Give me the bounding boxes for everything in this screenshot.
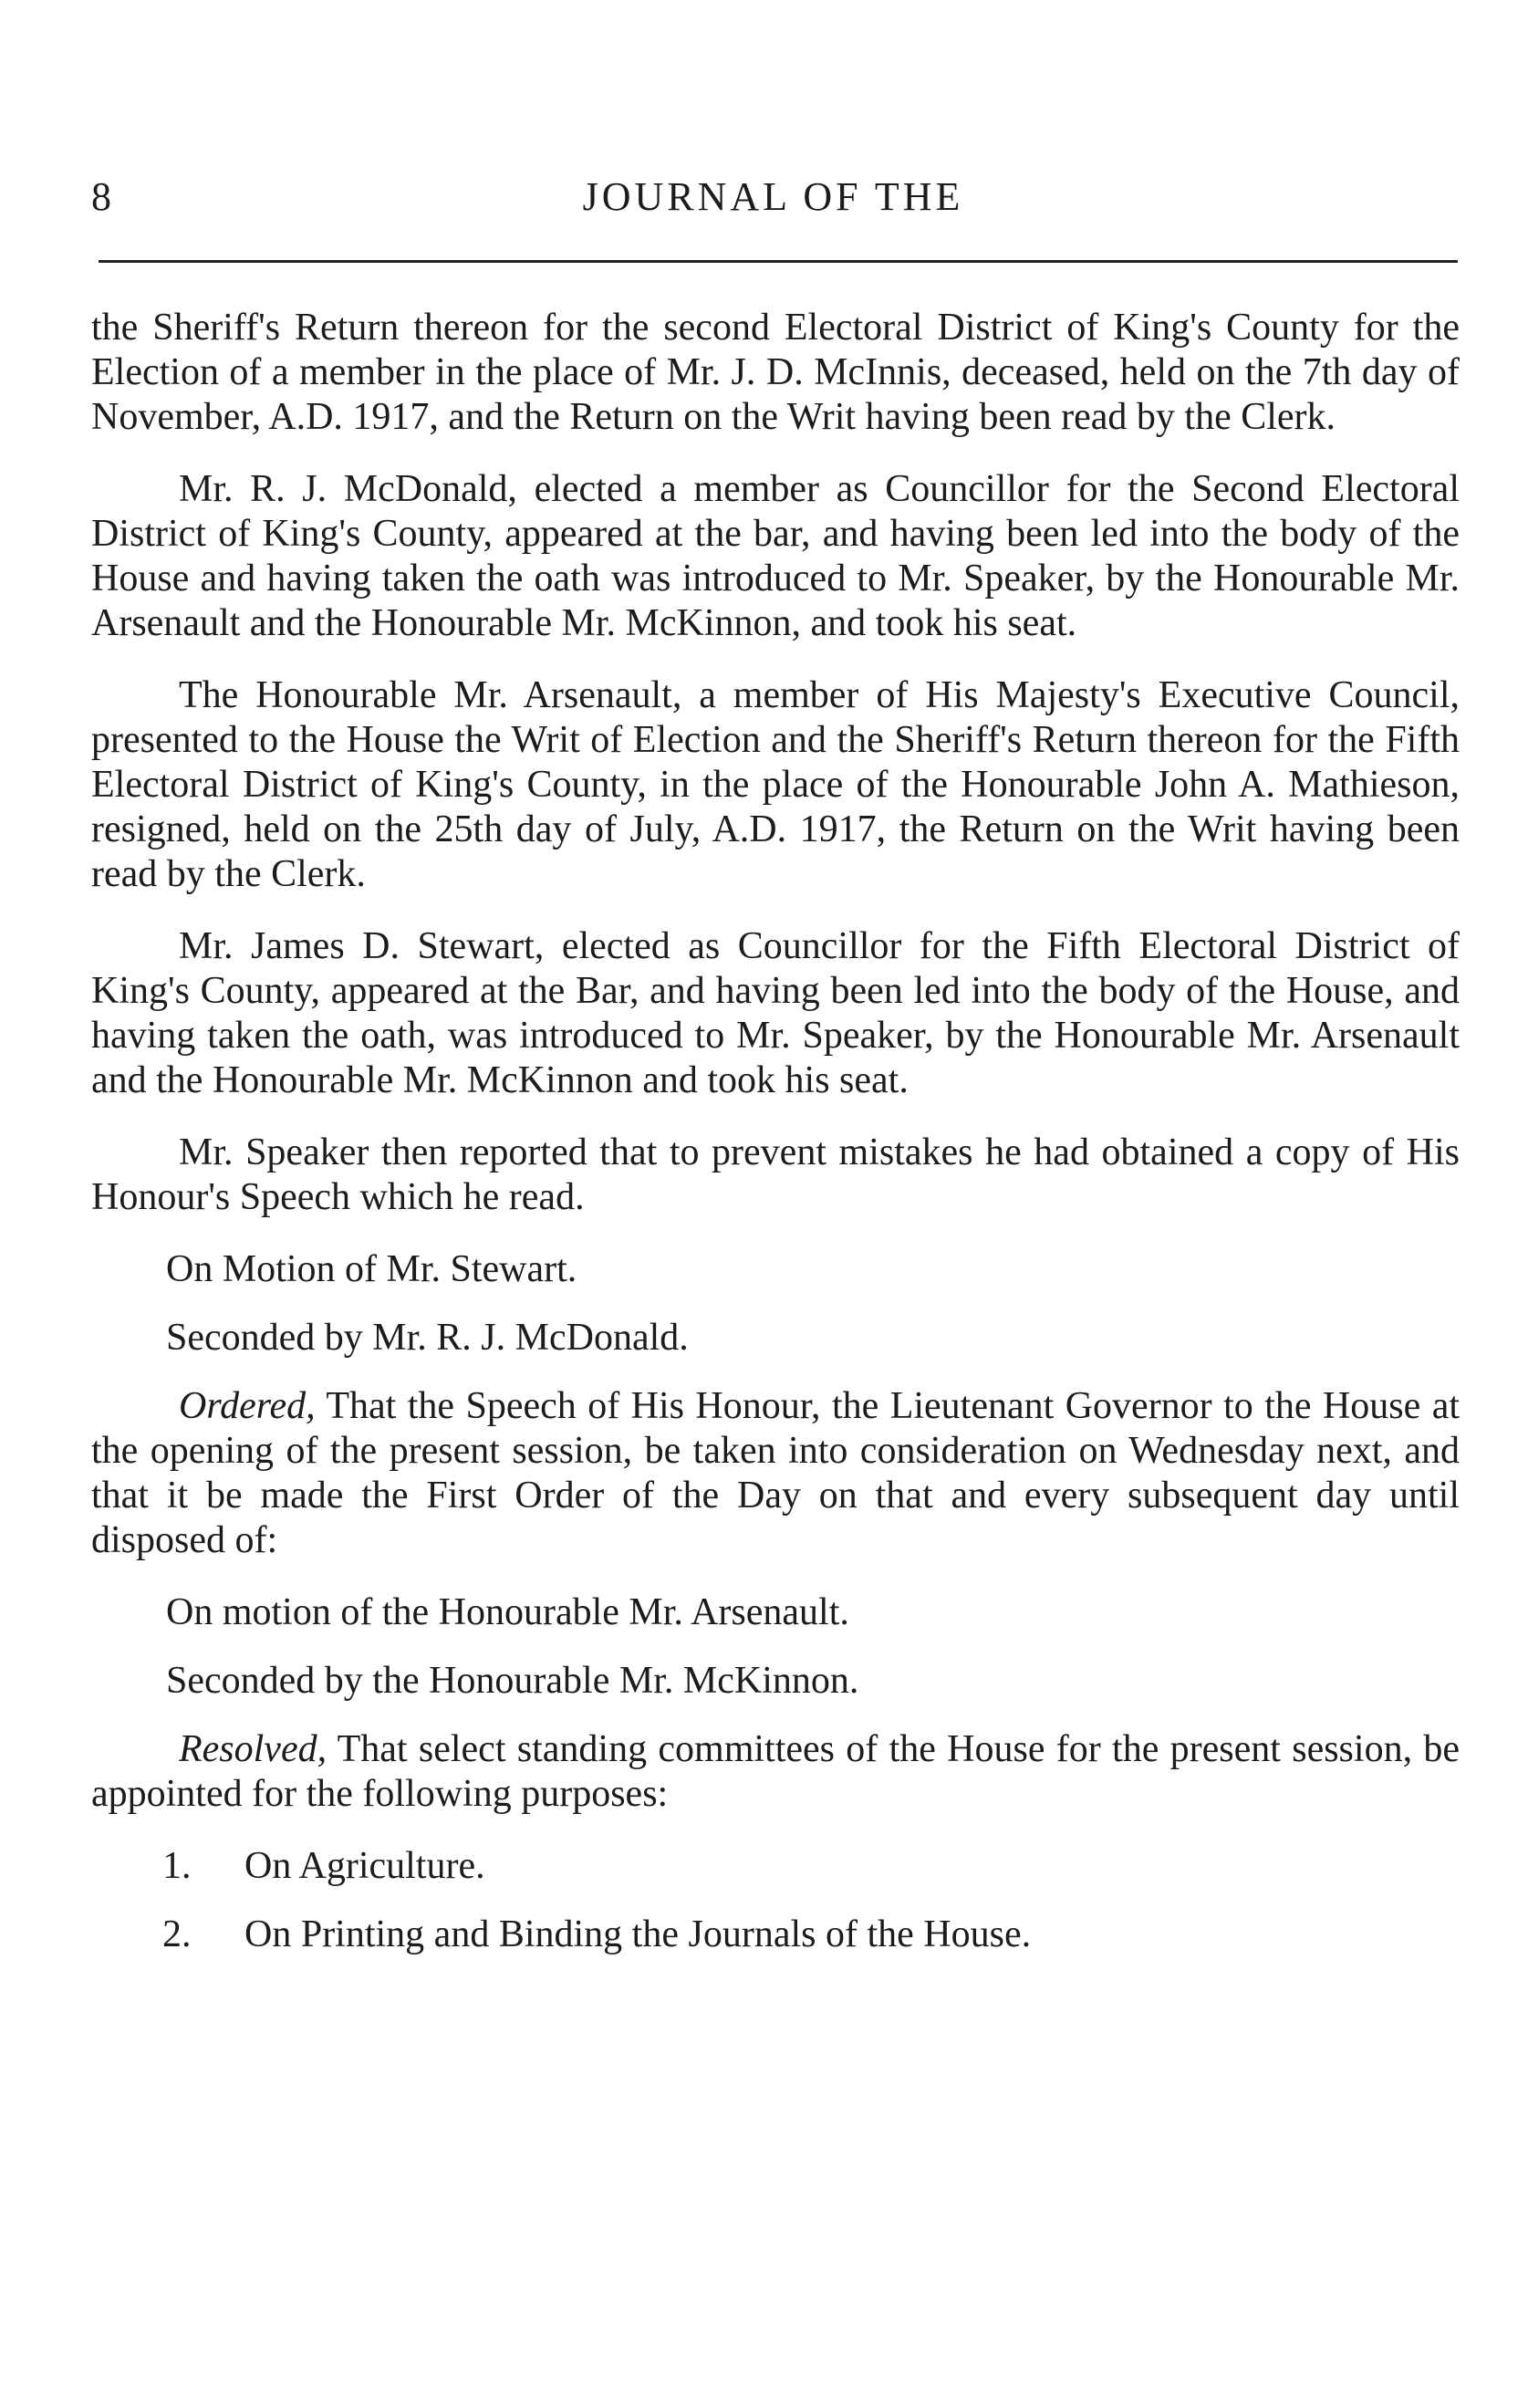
paragraph-stewart-seated: Mr. James D. Stewart, elected as Councillor for the Fifth Electoral District of King's County, appeared at the Bar, and having been led into the body of the House, and having taken the oath, was introduced to Mr. Speaker, by the Honourable Mr. Arsenault and the Honourable Mr. McKinnon and took his seat. <box>91 925 1460 1101</box>
motion-1-moved: On Motion of Mr. Stewart. <box>166 1248 577 1290</box>
motion-1-seconded: Seconded by Mr. R. J. McDonald. <box>166 1317 689 1359</box>
resolved-text: That select standing committees of the House for the present session, be appointed for the following purposes: <box>91 1728 1460 1815</box>
committee-number: 2. <box>162 1913 192 1955</box>
paragraph-speaker-report: Mr. Speaker then reported that to prevent mistakes he had obtained a copy of His Honour's Speech which he read. <box>91 1131 1460 1218</box>
motion-2-seconded: Seconded by the Honourable Mr. McKinnon. <box>166 1660 859 1702</box>
committee-label: On Printing and Binding the Journals of the House. <box>244 1913 1032 1955</box>
paragraph-mcdonald-seated: Mr. R. J. McDonald, elected a member as Councillor for the Second Electoral District of King's County, appeared at the bar, and having been led into the body of the House and having taken the oath was introduced to Mr. Speaker, by the Honourable Mr. Arsenault and the Honourable Mr. McKinnon, and took his seat. <box>91 468 1460 644</box>
ordered-label: Ordered, <box>179 1385 316 1427</box>
committee-number: 1. <box>162 1845 192 1887</box>
running-head <box>91 173 1455 228</box>
paragraph-sheriffs-return: the Sheriff's Return thereon for the second Electoral District of King's County for the Election of a member in the place of Mr. J. D. McInnis, deceased, held on the 7th day of November, A.D. 1917, and the Return on the Writ having been read by the Clerk. <box>91 307 1460 438</box>
resolved-label: Resolved, <box>179 1728 327 1770</box>
running-title: JOURNAL OF THE <box>582 174 964 219</box>
motion-2-moved: On motion of the Honourable Mr. Arsenault. <box>166 1591 849 1633</box>
committee-item <box>91 1844 1460 1889</box>
motion-2-resolution <box>91 1727 1460 1817</box>
committee-item <box>91 1913 1460 1957</box>
paragraph-arsenault-writ: The Honourable Mr. Arsenault, a member of His Majesty's Executive Council, presented to the House the Writ of Election and the Sheriff's Return thereon for the Fifth Electoral District of King's County, in the place of the Honourable John A. Mathieson, resigned, held on the 25th day of July, A.D. 1917, the Return on the Writ having been read by the Clerk. <box>91 674 1460 895</box>
journal-body <box>91 306 1460 1981</box>
committee-label: On Agriculture. <box>244 1845 485 1887</box>
ordered-text: That the Speech of His Honour, the Lieutenant Governor to the House at the opening of the present session, be taken into consideration on Wednesday next, and that it be made the First Order of the Day on that and every subsequent day until disposed of: <box>91 1385 1460 1561</box>
header-rule <box>99 260 1458 263</box>
page-number: 8 <box>91 174 112 219</box>
motion-1-order <box>91 1384 1460 1563</box>
